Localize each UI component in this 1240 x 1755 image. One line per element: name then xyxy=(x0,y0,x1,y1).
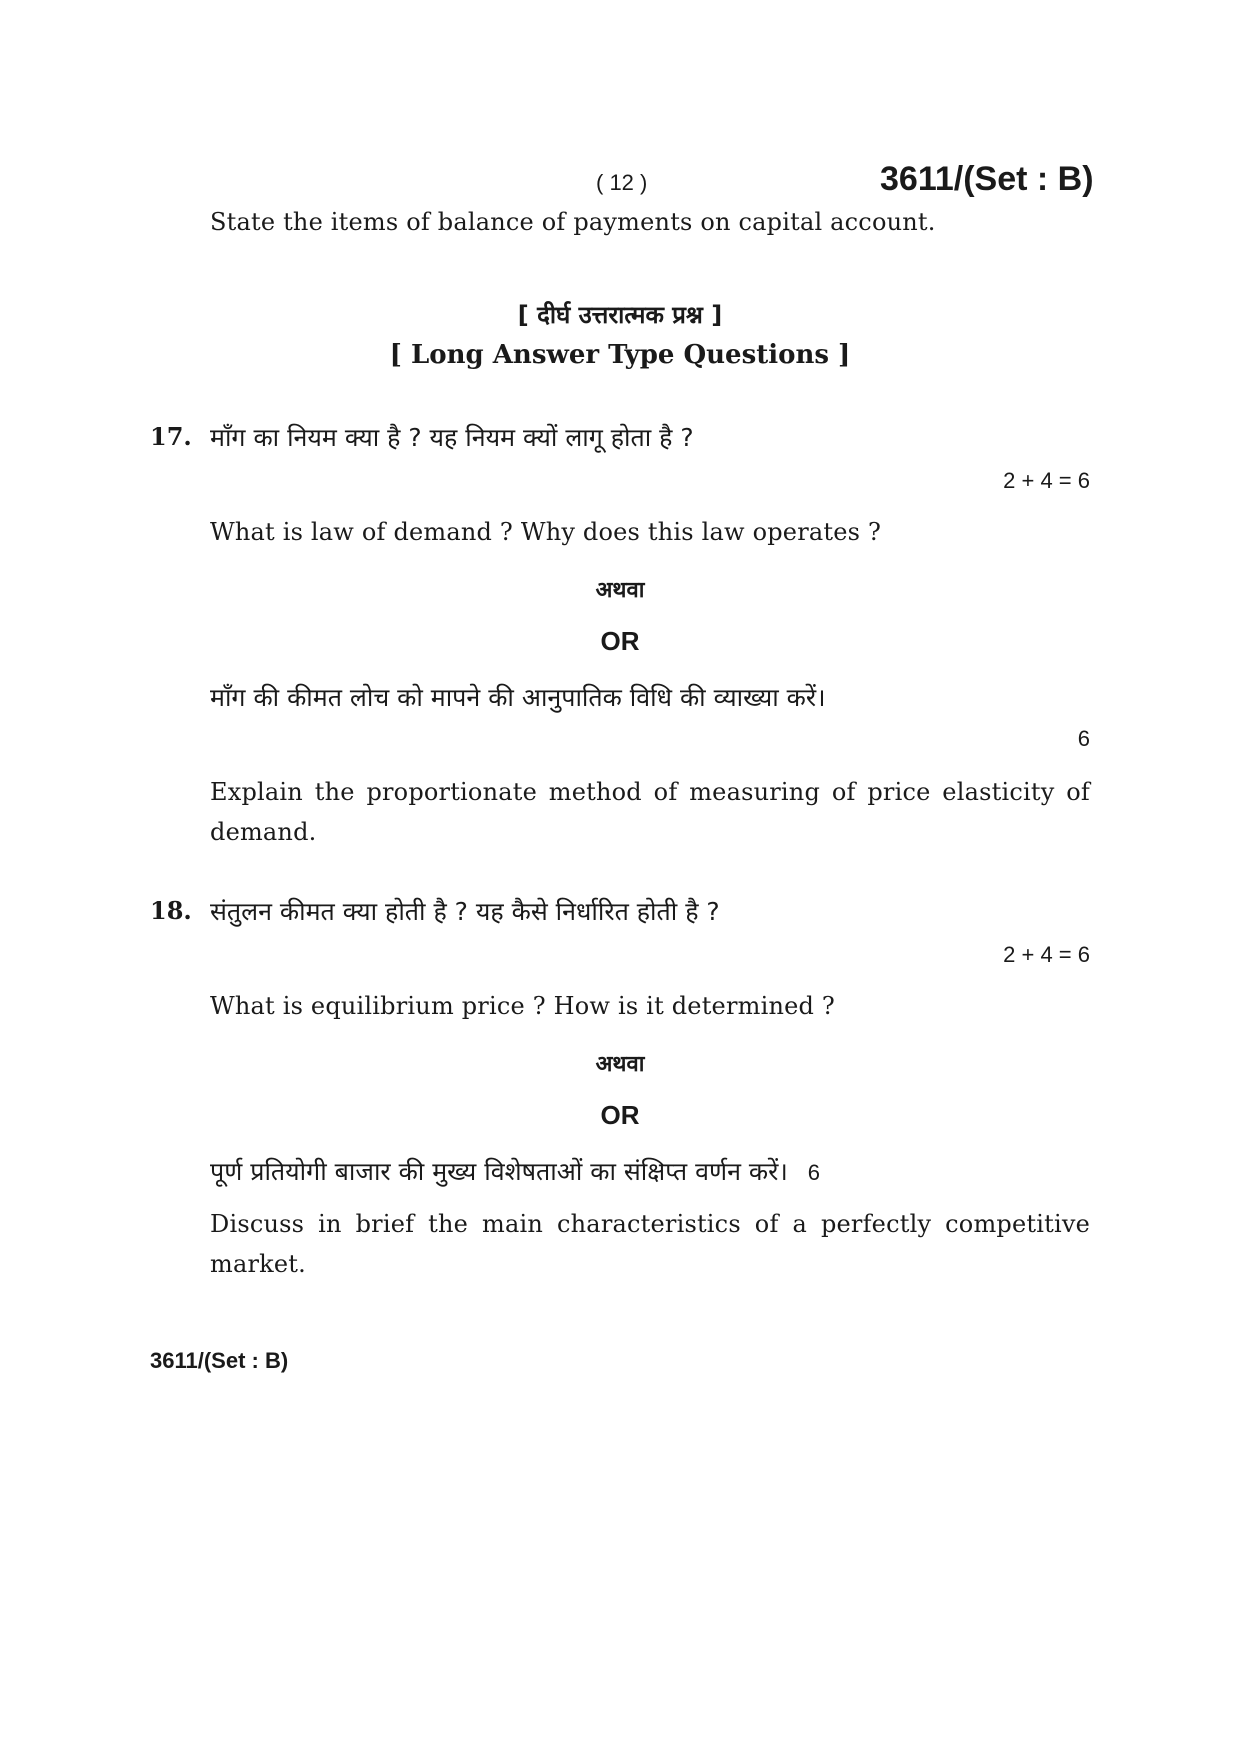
question-hindi-text: संतुलन कीमत क्या होती है ? यह कैसे निर्धारित होती है ? xyxy=(210,897,720,926)
question-marks: 2 + 4 = 6 xyxy=(1003,468,1090,493)
page-number: ( 12 ) xyxy=(596,170,648,195)
alternative-hindi-text xyxy=(210,1154,820,1188)
question-hindi-text: माँग का नियम क्या है ? यह नियम क्यों लागू होता है ? xyxy=(210,423,694,452)
question-english-text: What is law of demand ? Why does this law operates ? xyxy=(210,518,882,546)
alternative-marks: 6 xyxy=(1077,726,1090,751)
question-number: 17. xyxy=(150,422,192,451)
or-english-label: OR xyxy=(600,1100,640,1130)
section-title-hindi: [ दीर्घ उत्तरात्मक प्रश्न ] xyxy=(517,301,723,329)
prev-question-text: State the items of balance of payments on capital account. xyxy=(210,208,936,236)
alternative-english-text: Discuss in brief the main characteristics of a perfectly competitive market. xyxy=(210,1210,1090,1278)
section-title-english: [ Long Answer Type Questions ] xyxy=(389,340,851,370)
question-number: 18. xyxy=(150,896,192,925)
alternative-english-text: Explain the proportionate method of measuring of price elasticity of demand. xyxy=(210,778,1090,846)
alternative-hindi-text: माँग की कीमत लोच को मापने की आनुपातिक विधि की व्याख्या करें। xyxy=(210,683,826,712)
or-hindi-label: अथवा xyxy=(595,578,645,603)
or-hindi-label: अथवा xyxy=(595,1052,645,1077)
alternative-marks: 6 xyxy=(807,1160,821,1185)
question-english-text: What is equilibrium price ? How is it determined ? xyxy=(210,992,835,1020)
question-marks: 2 + 4 = 6 xyxy=(1003,942,1090,967)
alternative-hindi-sentence: पूर्ण प्रतियोगी बाजार की मुख्य विशेषताओं का संक्षिप्त वर्णन करें। xyxy=(210,1157,788,1186)
paper-code-header: 3611/(Set : B) xyxy=(880,160,1094,198)
paper-code-footer: 3611/(Set : B) xyxy=(150,1348,289,1373)
or-english-label: OR xyxy=(600,626,640,656)
